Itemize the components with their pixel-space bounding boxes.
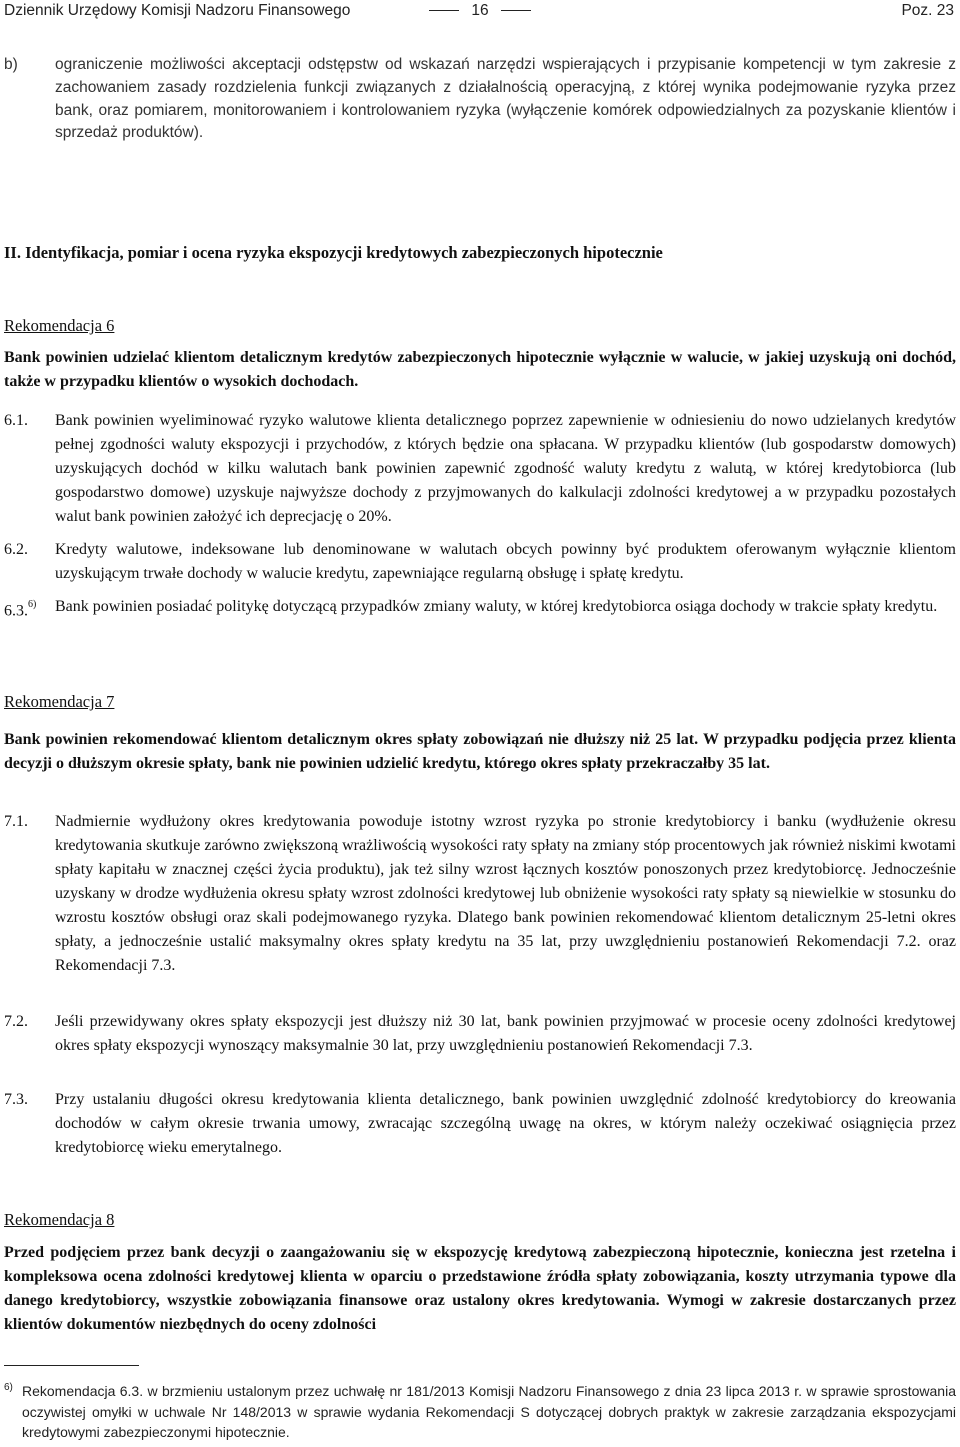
list-item-b [4,54,956,145]
paragraph-text: Przy ustalaniu długości okresu kredytowania klienta detalicznego, bank powinien uwzględnić zdolność kredytobiorcy do kreowania dochodów w całym okresie trwania umowy, zwracając szczególną uwagę na okres, w którym należy oczekiwać osiągnięcia przez kredytobiorcę wieku emerytalnego. [55,1091,956,1156]
paragraph-text: Bank powinien wyeliminować ryzyko walutowe klienta detalicznego poprzez zapewnienie w odniesieniu do nowo udzielanych kredytów pełnej zgodności waluty ekspozycji i przychodów, z których będzie ona spłacana. W przypadku klientów (lub gospodarstw domowych) uzyskujących dochód w kilku walutach bank powinien zapewnić zgodność waluty kredytu z walutą, w której kredytobiorca (lub gospodarstwo domowe) uzyskuje najwyższe dochody z przyjmowanych do kalkulacji zdolności kredytowej a w przypadku pozostałych walut bank powinien założyć ich deprecjację o 20%. [55,412,956,525]
section-heading: II. Identyfikacja, pomiar i ocena ryzyka ekspozycji kredytowych zabezpieczonych hipotecznie [4,243,663,262]
page-number: 16 [471,2,489,19]
paragraph-number: 6.1. [4,412,28,429]
footnote-marker: 6) [4,1382,13,1393]
paragraph-number [4,595,36,623]
paragraph-number: 7.1. [4,813,28,830]
paragraph-6-1 [4,409,956,529]
footnote-reference: 6) [28,599,37,610]
footnote-separator [4,1365,139,1366]
list-item-text: ograniczenie możliwości akceptacji odstępstw od wskazań narzędzi wspierających i przypisanie kompetencji w tym zakresie z zachowaniem zasady rozdzielenia funkcji związanych z działalnością operacyjną, z której wynika podejmowanie ryzyka przez bank, oraz pomiarem, monitorowaniem i kontrolowaniem ryzyka (wyłączenie komórek odpowiedzialnych za pozyskanie klientów i sprzedaż produktów). [55,56,956,142]
list-item-label: b) [4,56,18,73]
page-header [0,0,960,26]
paragraph-text: Bank powinien posiadać politykę dotyczącą przypadków zmiany waluty, w której kredytobiorca osiąga dochody w trakcie spłaty kredytu. [55,598,938,615]
dash-right [501,10,531,11]
recommendation-7-statement: Bank powinien rekomendować klientom detalicznym okres spłaty zobowiązań nie dłuższy niż 25 lat. W przypadku podjęcia przez klienta decyzji o dłuższym okresie spłaty, bank nie powinien udzielić kredytu, którego okres spłaty przekraczałby 35 lat. [4,731,956,772]
paragraph-7-3 [4,1088,956,1160]
publication-title: Dziennik Urzędowy Komisji Nadzoru Finansowego [4,2,351,19]
recommendation-6-title: Rekomendacja 6 [4,316,115,335]
footnote-text: Rekomendacja 6.3. w brzmieniu ustalonym przez uchwałę nr 181/2013 Komisji Nadzoru Finansowego z dnia 23 lipca 2013 r. w sprawie sprostowania oczywistej omyłki w uchwale Nr 148/2013 w sprawie wydania Rekomendacji S dotyczącej dobrych praktyk w zakresie zarządzania ekspozycjami kredytowymi zabezpieczonymi hipotecznie. [22,1383,956,1440]
recommendation-8-statement: Przed podjęciem przez bank decyzji o zaangażowaniu się w ekspozycję kredytową zabezpieczoną hipotecznie, konieczna jest rzetelna i kompleksowa ocena zdolności kredytowej klienta w oparciu o przedstawione źródła spłaty zobowiązania, koszty utrzymania typowe dla danego kredytobiorcy, wszystkie zobowiązania finansowe oraz ustalony okres kredytowania. Wymogi w zakresie dostarczanych przez klientów dokumentów niezbędnych do oceny zdolności [4,1244,956,1333]
paragraph-number: 7.3. [4,1091,28,1108]
page-number-block [0,2,960,20]
paragraph-text: Kredyty walutowe, indeksowane lub denominowane w walutach obcych powinny być produktem oferowanym wyłącznie klientom uzyskującym trwałe dochody w walucie kredytu, zapewniające regularną obsługę i spłatę kredytu. [55,541,956,582]
recommendation-8-title: Rekomendacja 8 [4,1210,115,1229]
paragraph-7-1 [4,810,956,978]
recommendation-6-statement: Bank powinien udzielać klientom detalicznym kredytów zabezpieczonych hipotecznie wyłącznie w walucie, w jakiej uzyskują oni dochód, także w przypadku klientów o wysokich dochodach. [4,349,956,390]
paragraph-number: 6.2. [4,541,28,558]
recommendation-7-title: Rekomendacja 7 [4,692,115,711]
paragraph-text: Nadmiernie wydłużony okres kredytowania powoduje istotny wzrost ryzyka po stronie kredytobiorcy i banku (wydłużenie okresu kredytowania skutkuje zarówno zwiększoną wrażliwością wysokości raty spłaty na zmiany stóp procentowych jak również niskimi kwotami spłaty kapitału w znacznej części życia produktu), jak też silny wzrost łącznych kosztów ponoszonych przez kredytobiorcę. Jednocześnie uzyskany w drodze wydłużenia okresu spłaty wzrost zdolności kredytowej lub obniżenie wysokości raty spłaty są niewielkie w stosunku do wzrostu kosztów obsługi oraz skali podejmowanego ryzyka. Dlatego bank powinien rekomendować klientom detalicznym 25-letni okres spłaty, a jednocześnie ustalić maksymalny okres spłaty kredytu na 35 lat, przy uwzględnieniu postanowień Rekomendacji 7.2. oraz Rekomendacji 7.3. [55,813,956,974]
paragraph-number-text: 6.3. [4,602,28,620]
paragraph-text: Jeśli przewidywany okres spłaty ekspozycji jest dłuższy niż 30 lat, bank powinien przyjmować w procesie oceny zdolności kredytowej okres spłaty ekspozycji wynoszący maksymalnie 30 lat, przy uwzględnieniu postanowień Rekomendacji 7.3. [55,1013,956,1054]
footnote [4,1381,956,1443]
paragraph-number: 7.2. [4,1013,28,1030]
position-number: Poz. 23 [901,2,954,19]
paragraph-7-2 [4,1010,956,1058]
paragraph-6-3 [4,595,956,619]
dash-left [429,10,459,11]
paragraph-6-2 [4,538,956,586]
